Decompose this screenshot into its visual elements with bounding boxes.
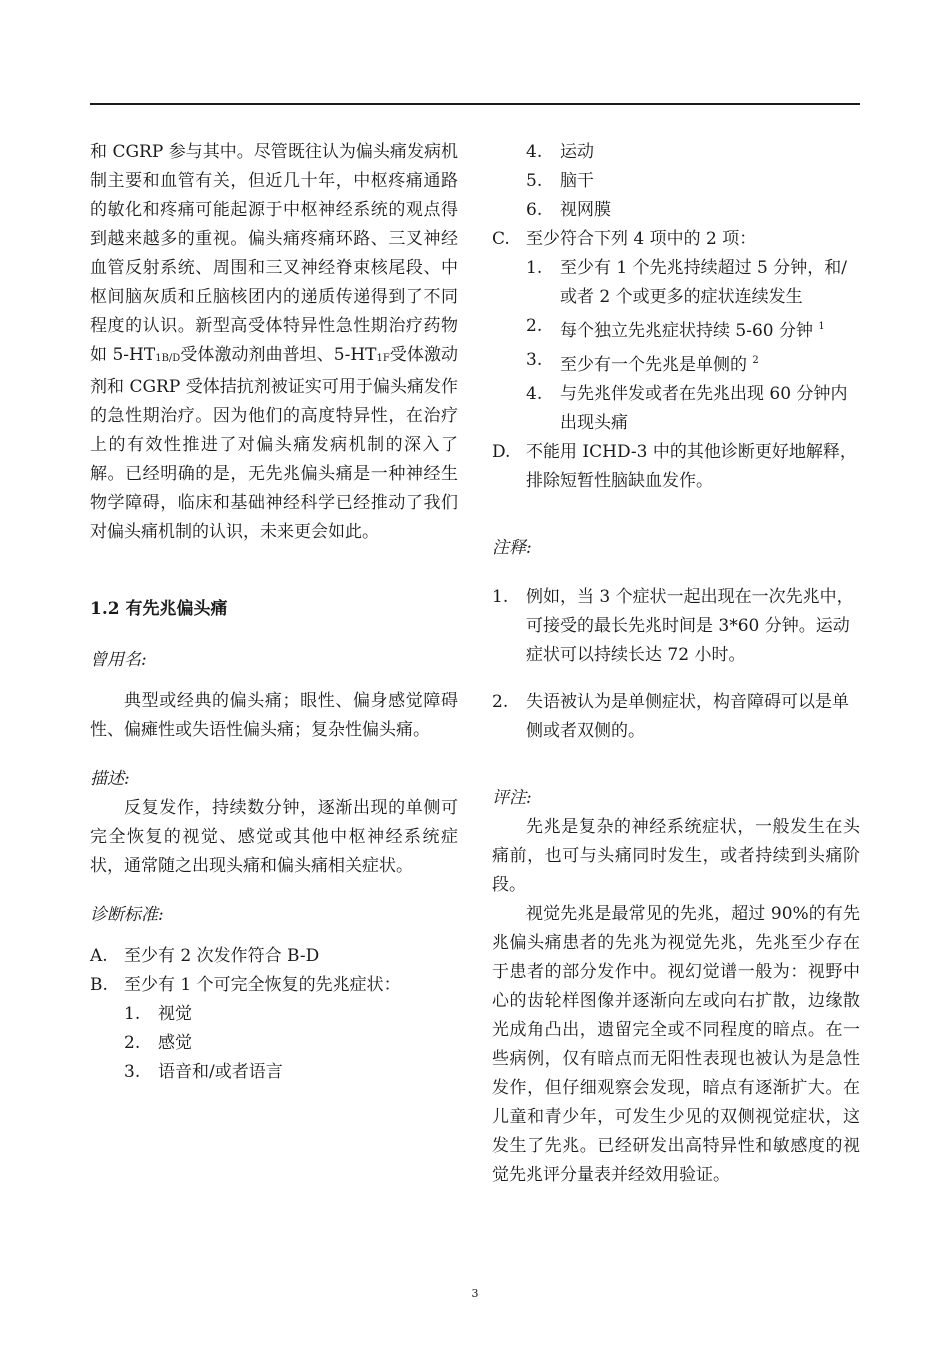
header-rule: [90, 103, 860, 105]
left-column: [90, 138, 458, 1087]
criterion-c-item: 1. 至少有 1 个先兆持续超过 5 分钟，和/或者 2 个或更多的症状连续发生: [526, 258, 847, 307]
page-number: 3: [471, 1287, 479, 1300]
right-column: [492, 138, 860, 1190]
comments-label: 评注:: [492, 788, 532, 808]
criterion-d: D. 不能用 ICHD-3 中的其他诊断更好地解释，排除短暂性脑缺血发作。: [492, 442, 857, 491]
note-item: 1. 例如，当 3 个症状一起出现在一次先兆中，可接受的最长先兆时间是 3*60 分钟。运动症状可以持续长达 72 小时。: [492, 587, 854, 665]
criterion-b-item: 2. 感觉: [124, 1033, 192, 1053]
criterion-b-item: 5. 脑干: [526, 171, 594, 191]
criterion-b-num: B.: [90, 975, 108, 995]
criterion-b-item: 1. 视觉: [124, 1004, 192, 1024]
notes-label: 注释:: [492, 538, 532, 558]
criterion-c-item: 3. 至少有一个先兆是单侧的 $^2$: [526, 350, 759, 375]
criterion-b-item: 3. 语音和/或者语言: [124, 1062, 283, 1082]
criteria-label: 诊断标准:: [90, 905, 164, 925]
former-names-text: 典型或经典的偏头痛；眼性、偏身感觉障碍性、偏瘫性或失语性偏头痛；复杂性偏头痛。: [90, 691, 458, 740]
criterion-c-item: 2. 每个独立先兆症状持续 5-60 分钟 $^1$: [526, 316, 825, 341]
criterion-b: B. 至少有 1 个可完全恢复的先兆症状：: [90, 971, 458, 1000]
comment-paragraph: 先兆是复杂的神经系统症状，一般发生在头痛前，也可与头痛同时发生，或者持续到头痛阶段。: [492, 817, 860, 895]
criterion-c: C. 至少符合下列 4 项中的 2 项：: [492, 229, 757, 249]
intro-paragraph: 和 CGRP 参与其中。尽管既往认为偏头痛发病机制主要和血管有关，但近几十年，中枢疼痛通路的敏化和疼痛可能起源于中枢神经系统的观点得到越来越多的重视。偏头痛疼痛环路、三叉神经血管反射系统、周围和三叉神经脊束核尾段、中枢间脑灰质和丘脑核团内的递质传递得到了不同程度的认识。新型高受体特异性急性期治疗药物如 $5-HT_{1B/D}$受体激动剂曲普坦、$5-HT_{1F}$受体激动剂和 CGRP 受体拮抗剂被证实可用于偏头痛发作的急性期治疗。因为他们的高度特异性，在治疗上的有效性推进了对偏头痛发病机制的深入了解。已经明确的是，无先兆偏头痛是一种神经生物学障碍，临床和基础神经科学已经推动了我们对偏头痛机制的认识，未来更会如此。: [90, 142, 458, 542]
criterion-b-item: 6. 视网膜: [526, 200, 611, 220]
description-text: 反复发作，持续数分钟，逐渐出现的单侧可完全恢复的视觉、感觉或其他中枢神经系统症状，通常随之出现头痛和偏头痛相关症状。: [90, 798, 458, 876]
comment-paragraph: 视觉先兆是最常见的先兆，超过 90%的有先兆偏头痛患者的先兆为视觉先兆，先兆至少存在于患者的部分发作中。视幻觉谱一般为：视野中心的齿轮样图像并逐渐向左或向右扩散，边缘散光成角凸出，遗留完全或不同程度的暗点。在一些病例，仅有暗点而无阳性表现也被认为是急性发作，但仔细观察会发现，暗点有逐渐扩大。在儿童和青少年，可发生少见的双侧视觉症状，这发生了先兆。已经研发出高特异性和敏感度的视觉先兆评分量表并经效用验证。: [492, 904, 860, 1185]
criterion-c-item: 4. 与先兆伴发或者在先兆出现 60 分钟内出现头痛: [526, 384, 848, 433]
section-heading: 1.2 有先兆偏头痛: [90, 599, 228, 619]
former-names-label: 曾用名:: [90, 650, 147, 670]
description-label: 描述:: [90, 769, 130, 789]
criterion-b-item: 4. 运动: [526, 142, 594, 162]
criterion-a: A. 至少有 2 次发作符合 B-D: [90, 942, 458, 971]
note-item: 2. 失语被认为是单侧症状，构音障碍可以是单侧或者双侧的。: [492, 692, 849, 741]
criterion-a-num: A.: [90, 946, 108, 966]
